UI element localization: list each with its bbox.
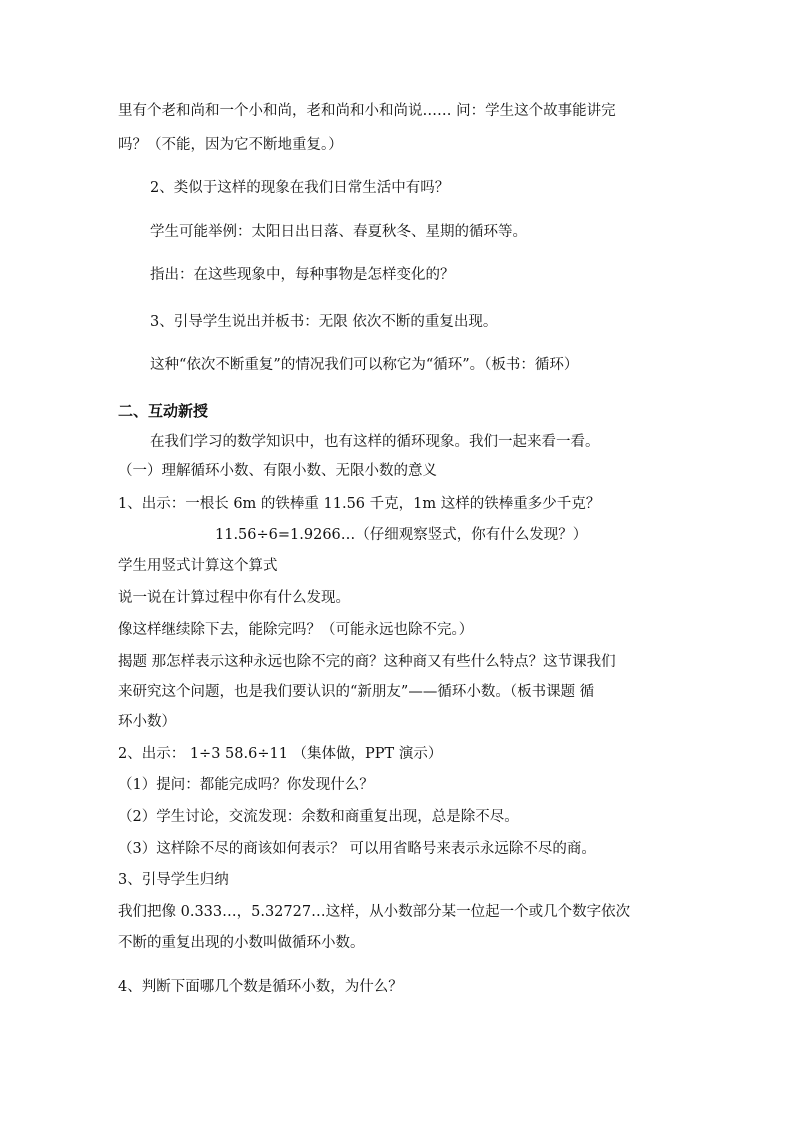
item-4: 4、判断下面哪几个数是循环小数，为什么？ [118, 979, 403, 995]
reveal-line-2: 来研究这个问题，也是我们要认识的“新朋友”——循环小数。（板书课题 循 [118, 684, 595, 700]
intro-line-2: 吗？（不能，因为它不断地重复。） [118, 137, 343, 153]
section-heading: 二、互动新授 [118, 402, 209, 420]
question-2: 2、类似于这样的现象在我们日常生活中有吗？ [150, 180, 450, 196]
student-step-1: 学生用竖式计算这个算式 [118, 558, 278, 574]
question-3: 3、引导学生说出并板书：无限 依次不断的重复出现。 [150, 314, 498, 330]
sub-question-3: （3）这样除不尽的商该如何表示？ 可以用省略号来表示永远除不尽的商。 [118, 841, 596, 857]
intro-line-1: 里有个老和尚和一个小和尚，老和尚和小和尚说…… 问：学生这个故事能讲完 [118, 103, 616, 119]
teacher-point: 指出：在这些现象中，每种事物是怎样变化的？ [150, 267, 455, 283]
sub-question-1: （1）提问：都能完成吗？你发现什么？ [118, 777, 374, 793]
item-1: 1、出示：一根长 6m 的铁棒重 11.56 千克，1m 这样的铁棒重多少千克？ [118, 496, 601, 512]
item-2: 2、出示： 1÷3 58.6÷11 （集体做，PPT 演示） [118, 746, 443, 762]
calculation-1: 11.56÷6=1.9266…（仔细观察竖式，你有什么发现？） [215, 527, 588, 543]
student-step-2: 说一说在计算过程中你有什么发现。 [118, 590, 350, 606]
definition-line-1: 我们把像 0.333…，5.32727…这样，从小数部分某一位起一个或几个数字依次 [118, 904, 631, 920]
sub-question-2: （2）学生讨论，交流发现：余数和商重复出现，总是除不尽。 [118, 809, 519, 825]
reveal-line-3: 环小数） [118, 714, 176, 730]
loop-conclusion: 这种“依次不断重复”的情况我们可以称它为“循环”。（板书：循环） [150, 357, 579, 373]
item-3: 3、引导学生归纳 [118, 872, 229, 888]
student-examples: 学生可能举例：太阳日出日落、春夏秋冬、星期的循环等。 [150, 224, 527, 240]
definition-line-2: 不断的重复出现的小数叫做循环小数。 [118, 935, 365, 951]
student-step-3: 像这样继续除下去，能除完吗？（可能永远也除不完。） [118, 622, 474, 638]
part-1-title: （一）理解循环小数、有限小数、无限小数的意义 [118, 463, 437, 479]
section-lead: 在我们学习的数学知识中，也有这样的循环现象。我们一起来看一看。 [150, 434, 600, 450]
reveal-line-1: 揭题 那怎样表示这种永远也除不完的商？这种商又有些什么特点？这节课我们 [118, 654, 616, 670]
